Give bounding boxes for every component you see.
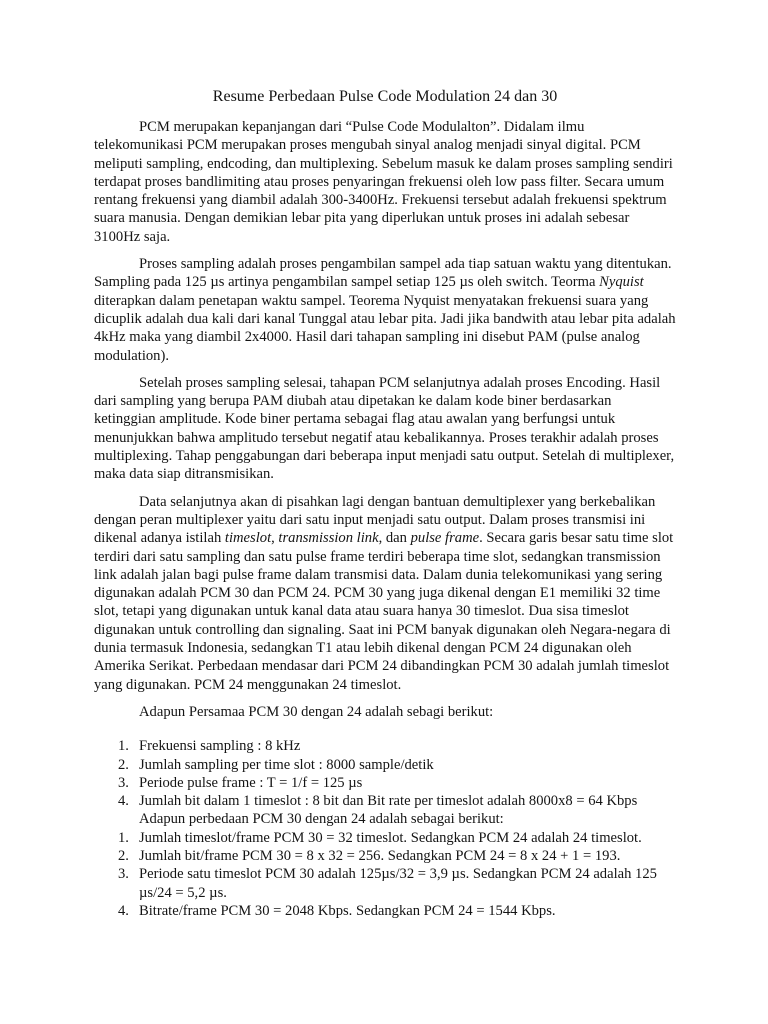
list-text: Jumlah sampling per time slot : 8000 sample/detik [139, 756, 434, 773]
body-paragraph [94, 374, 676, 484]
list-number: 1. [118, 829, 129, 846]
paragraph-text: . Secara garis besar satu time slot terdiri dari satu sampling dan satu pulse frame terdiri beberapa time slot, sedangkan transmission link adalah jalan bagi pulse frame dalam transmisi data. Dalam dunia telekomunikasi yang sering digunakan adalah PCM 30 dan PCM 24. PCM 30 yang juga dikenal dengan E1 memiliki 32 time slot, tetapi yang digunakan untuk kanal data atau suara hanya 30 timeslot. Dua sisa timeslot digunakan untuk controlling dan signaling. Saat ini PCM banyak digunakan oleh Negara-negara di dunia termasuk Indonesia, sedangkan T1 atau lebih dikenal dengan PCM 24 digunakan oleh Amerika Serikat. Perbedaan mendasar dari PCM 24 dibandingkan PCM 30 adalah jumlah timeslot yang digunakan. PCM 24 menggunakan 24 timeslot. [94, 530, 674, 693]
italic-term: timeslot [224, 530, 272, 547]
list-text: Bitrate/frame PCM 30 = 2048 Kbps. Sedangkan PCM 24 = 1544 Kbps. [139, 902, 556, 919]
paragraph-text: diterapkan dalam penetapan waktu sampel. Teorema Nyquist menyatakan frekuensi suara yang dicuplik adalah dua kali dari kanal Tunggal atau lebar pita. Jadi jika bandwith atau lebar pita adalah 4kHz maka yang diambil 2x4000. Hasil dari tahapan sampling ini disebut PAM (pulse analog modulation). [94, 292, 676, 364]
list-number: 3. [118, 866, 129, 883]
list-text: Frekuensi sampling : 8 kHz [139, 738, 301, 755]
paragraph-text: Data selanjutnya akan di pisahkan lagi dengan bantuan demultiplexer yang berkebalikan dengan peran multiplexer yaitu dari satu input menjadi satu output. Dalam proses transmisi ini dikenal adanya istilah [94, 493, 656, 547]
paragraph-text: Setelah proses sampling selesai, tahapan PCM selanjutnya adalah proses Encoding. Hasil dari sampling yang berupa PAM diubah atau dipetakan ke dalam kode biner berdasarkan ketinggian amplitude. Kode biner pertama sebagai flag atau awalan yang berfungsi untuk menunjukkan bahwa amplitudo tersebut negatif atau kebalikannya. Proses terakhir adalah proses multiplexing. Tahap penggabungan dari beberapa input menjadi satu output. Setelah di multiplexer, maka data siap ditransmisikan. [94, 374, 675, 483]
list-number: 4. [118, 902, 129, 919]
body-paragraph [94, 255, 676, 365]
list-item [94, 737, 676, 755]
differences-intro: Adapun perbedaan PCM 30 dengan 24 adalah sebagai berikut: [139, 811, 504, 828]
italic-term: transmission link [278, 530, 379, 547]
italic-term: Nyquist [599, 274, 644, 291]
similarities-intro: Adapun Persamaa PCM 30 dengan 24 adalah sebagi berikut: [139, 703, 494, 720]
paragraph-text: , dan [378, 530, 411, 547]
list-item [94, 865, 676, 902]
paragraph-text: Proses sampling adalah proses pengambilan sampel ada tiap satuan waktu yang ditentukan. Sampling pada 125 µs artinya pengambilan sampel setiap 125 µs oleh switch. Teorma [94, 256, 672, 291]
paragraph-text: , [271, 530, 279, 547]
document-title: Resume Perbedaan Pulse Code Modulation 24 dan 30 [212, 88, 558, 105]
list-number: 2. [118, 847, 129, 864]
list-text: Jumlah bit dalam 1 timeslot : 8 bit dan Bit rate per timeslot adalah 8000x8 = 64 Kbps [139, 793, 638, 810]
differences-list [94, 829, 676, 920]
list-item [94, 774, 676, 792]
list-item [94, 829, 676, 847]
list-text: Jumlah timeslot/frame PCM 30 = 32 timeslot. Sedangkan PCM 24 adalah 24 timeslot. [139, 829, 642, 846]
body-paragraphs [94, 118, 676, 694]
list-item [94, 902, 676, 920]
paragraph-text: PCM merupakan kepanjangan dari “Pulse Code Modulalton”. Didalam ilmu telekomunikasi PCM merupakan proses mengubah sinyal analog menjadi sinyal digital. PCM meliputi sampling, endcoding, dan multiplexing. Sebelum masuk ke dalam proses sampling sendiri terdapat proses bandlimiting atau proses penyaringan frekuensi oleh low pass filter. Secara umum rentang frekuensi yang diambil adalah 300-3400Hz. Frekuensi tersebut adalah frekuensi spektrum suara manusia. Dengan demikian lebar pita yang diperlukan untuk proses ini adalah sebesar 3100Hz saja. [94, 119, 673, 245]
body-paragraph [94, 118, 676, 246]
list-number: 4. [118, 793, 129, 810]
list-text: Periode satu timeslot PCM 30 adalah 125µs/32 = 3,9 µs. Sedangkan PCM 24 adalah 125 µs/24 = 5,2 µs. [139, 866, 657, 901]
list-number: 3. [118, 774, 129, 791]
similarities-list [94, 737, 676, 810]
list-text: Jumlah bit/frame PCM 30 = 8 x 32 = 256. Sedangkan PCM 24 = 8 x 24 + 1 = 193. [139, 847, 621, 864]
italic-term: pulse frame [410, 530, 480, 547]
list-text: Periode pulse frame : T = 1/f = 125 µs [139, 774, 363, 791]
list-item [94, 792, 676, 810]
list-item [94, 756, 676, 774]
body-paragraph [94, 493, 676, 694]
list-number: 2. [118, 756, 129, 773]
list-item [94, 847, 676, 865]
list-number: 1. [118, 738, 129, 755]
